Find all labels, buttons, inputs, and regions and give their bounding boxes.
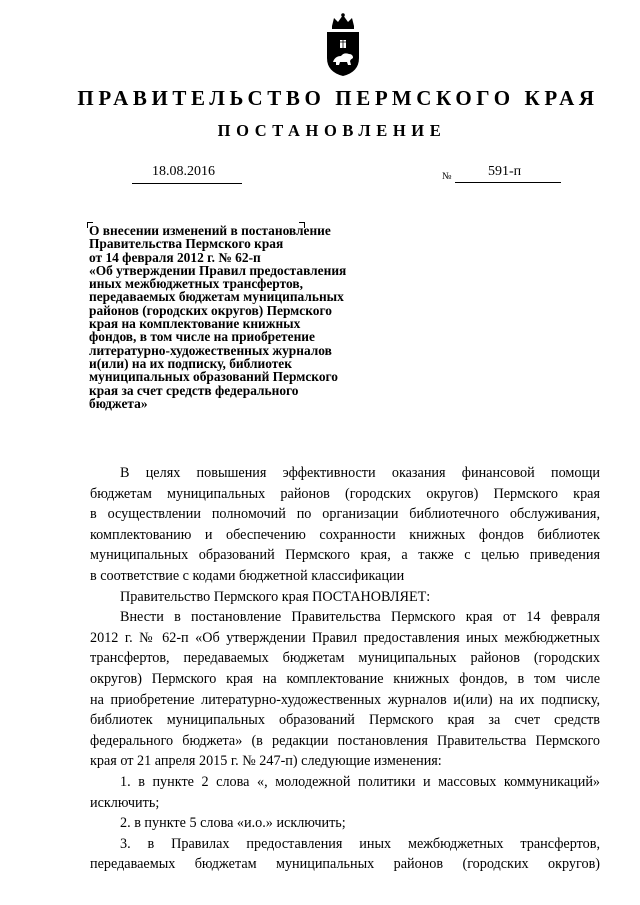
document-type: ПОСТАНОВЛЕНИЕ — [217, 121, 447, 140]
body-line: в соответствие с кодами бюджетной классификации — [90, 567, 405, 584]
body-line: комплектованию и обеспечению сохранности книжных фондов библиотек — [90, 526, 600, 543]
body-line: 2012 г. № 62-п «Об утверждении Правил предоставления иных межбюджетных — [90, 629, 600, 646]
title-line: литературно-художественных журналов — [89, 342, 332, 358]
body-line: 1. в пункте 2 слова «, молодежной политики и массовых коммуникаций» — [120, 773, 600, 790]
title-line: от 14 февраля 2012 г. № 62-п — [89, 249, 261, 265]
body-line: края от 21 апреля 2015 г. № 247-п) следующие изменения: — [90, 753, 442, 770]
body-line: Внести в постановление Правительства Пермского края от 14 февраля — [120, 609, 600, 626]
title-line: фондов, в том числе на приобретение — [89, 329, 315, 345]
title-line: «Об утверждении Правил предоставления — [89, 262, 347, 278]
document-number: 591-п — [488, 164, 522, 179]
body-line: муниципальных образований Пермского края, а также с целью приведения — [90, 547, 600, 564]
title-line: края за счет средств федерального — [89, 382, 299, 398]
body-line: бюджетам муниципальных районов (городских округов) Пермского края — [90, 485, 600, 502]
body-line: 2. в пункте 5 слова «и.о.» исключить; — [120, 815, 346, 832]
number-sign: № — [442, 171, 452, 182]
body-line: 3. в Правилах предоставления иных межбюджетных трансфертов, — [120, 835, 600, 852]
body-line: трансфертов, передаваемых бюджетам муниципальных районов (городских — [90, 650, 600, 667]
body-line: В целях повышения эффективности оказания финансовой помощи — [120, 465, 600, 481]
title-line: и(или) на их подписку, библиотек — [89, 355, 292, 371]
body-line: округов) Пермского края на комплектование книжных фондов, в том числе — [90, 670, 600, 687]
title-line: муниципальных образований Пермского — [89, 369, 338, 385]
title-line: бюджета» — [89, 395, 148, 411]
body-line: исключить; — [90, 794, 160, 811]
title-line: Правительства Пермского края — [89, 236, 284, 252]
body-line: библиотек муниципальных образований Пермского края за счет средств — [90, 712, 600, 729]
document-title — [89, 224, 389, 410]
title-line: края на комплектование книжных — [89, 316, 301, 332]
body-line: передаваемых бюджетам муниципальных районов (городских округов) — [90, 856, 600, 873]
title-line: районов (городских округов) Пермского — [89, 302, 332, 318]
authority-name: ПРАВИТЕЛЬСТВО ПЕРМСКОГО КРАЯ — [77, 86, 599, 110]
body-line: в осуществлении полномочий по организации библиотечного обслуживания, — [90, 506, 600, 523]
date-underline — [132, 182, 242, 184]
coat-of-arms-emblem — [322, 12, 364, 78]
title-line: О внесении изменений в постановление — [89, 223, 331, 238]
body-line: Правительство Пермского края ПОСТАНОВЛЯЕТ: — [120, 588, 431, 605]
body-line: федерального бюджета» (в редакции постановления Правительства Пермского — [90, 732, 600, 749]
body-line: на приобретение литературно-художественных журналов и(или) на их подписку, — [90, 691, 600, 708]
document-body — [90, 463, 600, 875]
number-underline — [455, 182, 561, 183]
title-line: передаваемых бюджетам муниципальных — [89, 289, 344, 305]
document-date: 18.08.2016 — [152, 164, 215, 179]
title-line: иных межбюджетных трансфертов, — [89, 276, 303, 292]
